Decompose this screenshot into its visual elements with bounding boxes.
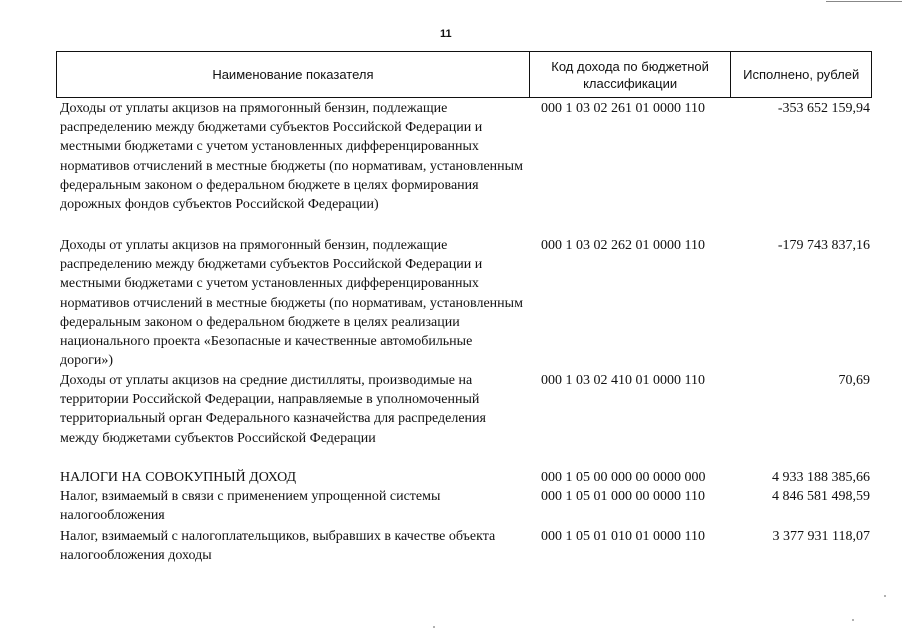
row-name: НАЛОГИ НА СОВОКУПНЫЙ ДОХОД <box>60 470 297 485</box>
row-name: Доходы от уплаты акцизов на прямогонный бензин, подлежащие распределению между бюджетами субъектов Российской Федерации и местными бюджетами с учетом установленных дифференцированных нормативов отчислений в местные бюджеты (по нормативам, установленным федеральным законом о федеральном бюджете в целях реализации национального проекта «Безопасные и качественные автомобильные дороги») <box>60 238 523 369</box>
scan-speck <box>852 619 854 621</box>
row-code: 000 1 03 02 261 01 0000 110 <box>541 101 705 116</box>
row-name: Налог, взимаемый в связи с применением упрощенной системы налогообложения <box>60 489 441 524</box>
header-amount: Исполнено, рублей <box>743 67 860 82</box>
scan-speck <box>884 595 886 597</box>
row-amount: 3 377 931 118,07 <box>772 529 870 544</box>
row-name: Налог, взимаемый с налогоплательщиков, выбравших в качестве объекта налогообложения доходы <box>60 529 496 564</box>
header-name: Наименование показателя <box>57 52 530 97</box>
row-name: Доходы от уплаты акцизов на средние дистилляты, производимые на территории Российской Федерации, направляемые в уполномоченный территориальный орган Федерального казначейства для распределения между бюджетами субъектов Российской Федерации <box>60 373 486 446</box>
top-edge-rule <box>826 1 902 2</box>
row-amount: 4 846 581 498,59 <box>772 489 870 504</box>
table-header <box>56 51 872 98</box>
row-code: 000 1 05 01 010 01 0000 110 <box>541 529 705 544</box>
row-code: 000 1 03 02 262 01 0000 110 <box>541 238 705 253</box>
row-amount: -353 652 159,94 <box>777 101 870 116</box>
row-code: 000 1 05 00 000 00 0000 000 <box>541 470 706 485</box>
header-code: Код дохода по бюджетной классификации <box>530 52 732 97</box>
scan-speck <box>433 626 435 628</box>
row-code: 000 1 03 02 410 01 0000 110 <box>541 373 705 388</box>
row-amount: -179 743 837,16 <box>777 238 870 253</box>
row-amount: 4 933 188 385,66 <box>772 470 870 485</box>
row-amount: 70,69 <box>838 373 870 388</box>
row-name: Доходы от уплаты акцизов на прямогонный бензин, подлежащие распределению между бюджетами субъектов Российской Федерации и местными бюджетами с учетом установленных дифференцированных нормативов отчислений в местные бюджеты (по нормативам, установленным федеральным законом о федеральном бюджете в целях формирования дорожных фондов субъектов Российской Федерации) <box>60 101 523 213</box>
page-number: 11 <box>440 28 452 40</box>
row-code: 000 1 05 01 000 00 0000 110 <box>541 489 705 504</box>
